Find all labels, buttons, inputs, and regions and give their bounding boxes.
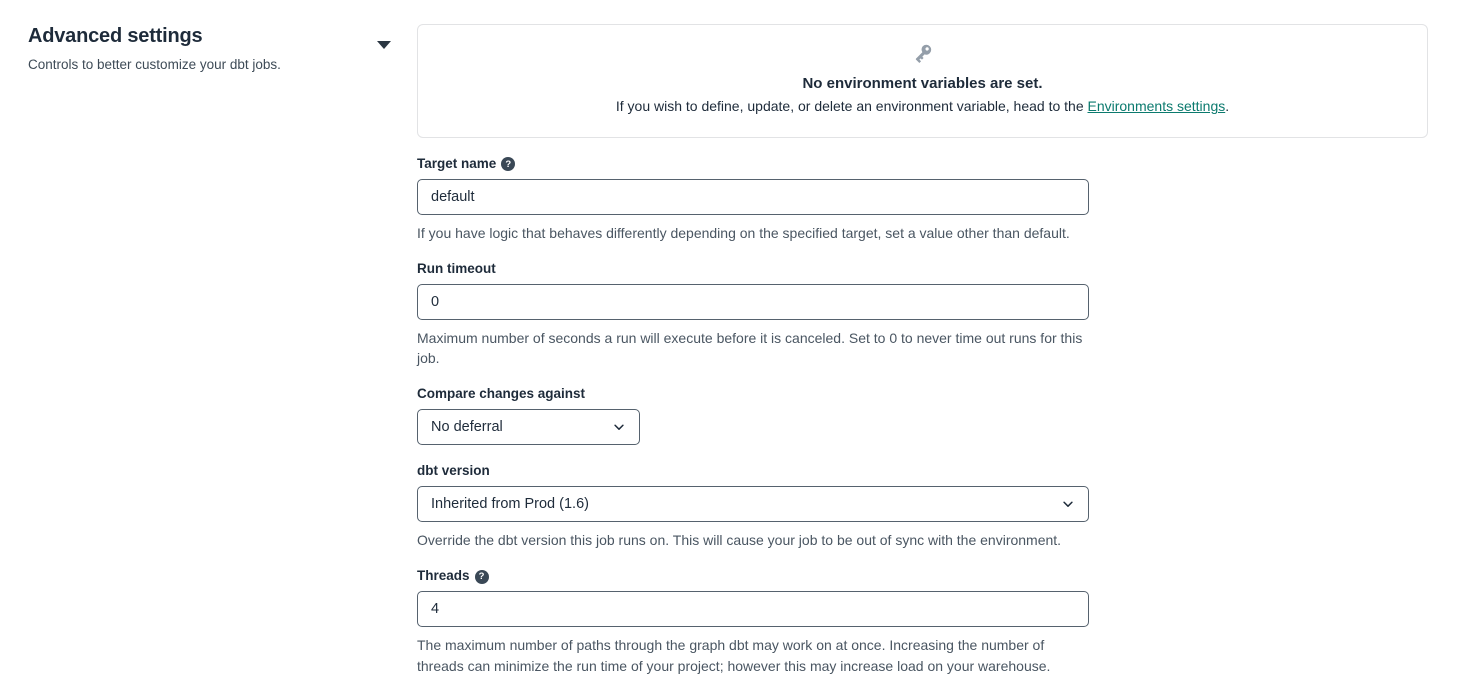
section-header-text bbox=[28, 24, 281, 695]
env-banner-body bbox=[438, 97, 1407, 117]
dbt-version-help-text: Override the dbt version this job runs on. This will cause your job to be out of sync with the environment. bbox=[417, 532, 1062, 549]
collapse-caret-icon[interactable] bbox=[377, 41, 391, 49]
env-banner-text-before: If you wish to define, update, or delete an environment variable, head to the bbox=[615, 98, 1088, 115]
field-label-row bbox=[417, 387, 1089, 402]
env-banner-text-after: . bbox=[1225, 98, 1230, 115]
field-run-timeout bbox=[417, 262, 1089, 368]
field-label-row bbox=[417, 464, 1089, 479]
threads-help-text: The maximum number of paths through the graph dbt may work on at once. Increasing the number of threads can minimize the run time of your project; however this may increase load on your warehouse. bbox=[417, 637, 1051, 674]
section-header bbox=[28, 24, 417, 695]
field-label-row bbox=[417, 569, 1089, 584]
field-target-name bbox=[417, 157, 1089, 243]
compare-changes-select[interactable] bbox=[417, 409, 640, 445]
env-banner-heading: No environment variables are set. bbox=[802, 75, 1043, 92]
help-icon[interactable]: ? bbox=[501, 157, 515, 171]
advanced-settings-form bbox=[417, 157, 1089, 676]
help-icon[interactable]: ? bbox=[475, 570, 489, 584]
env-variables-banner bbox=[417, 24, 1428, 138]
field-label-row bbox=[417, 157, 1089, 172]
field-compare-changes bbox=[417, 387, 1089, 445]
dbt-version-label: dbt version bbox=[417, 463, 490, 479]
key-icon bbox=[912, 42, 934, 69]
page-title: Advanced settings bbox=[28, 25, 203, 47]
target-name-label: Target name bbox=[417, 155, 497, 171]
page-subtitle: Controls to better customize your dbt jobs. bbox=[28, 57, 281, 72]
field-threads bbox=[417, 569, 1089, 675]
run-timeout-help-text: Maximum number of seconds a run will execute before it is canceled. Set to 0 to never time out runs for this job. bbox=[417, 329, 1083, 367]
compare-changes-label: Compare changes against bbox=[417, 386, 586, 402]
dbt-version-selected-value: Inherited from Prod (1.6) bbox=[431, 496, 589, 513]
run-timeout-label: Run timeout bbox=[417, 260, 496, 276]
field-dbt-version bbox=[417, 464, 1089, 550]
target-name-help-text: If you have logic that behaves differently depending on the specified target, set a value other than default. bbox=[417, 224, 1070, 241]
dbt-version-select[interactable] bbox=[417, 486, 1089, 522]
target-name-input[interactable] bbox=[417, 179, 1089, 215]
chevron-down-icon bbox=[612, 420, 626, 434]
environments-settings-link[interactable]: Environments settings bbox=[1087, 98, 1226, 115]
threads-label: Threads bbox=[417, 568, 470, 584]
threads-input[interactable] bbox=[417, 591, 1089, 627]
settings-content bbox=[417, 24, 1428, 695]
chevron-down-icon bbox=[1061, 497, 1075, 511]
run-timeout-input[interactable] bbox=[417, 284, 1089, 320]
compare-changes-selected-value: No deferral bbox=[431, 419, 503, 436]
field-label-row bbox=[417, 262, 1089, 277]
